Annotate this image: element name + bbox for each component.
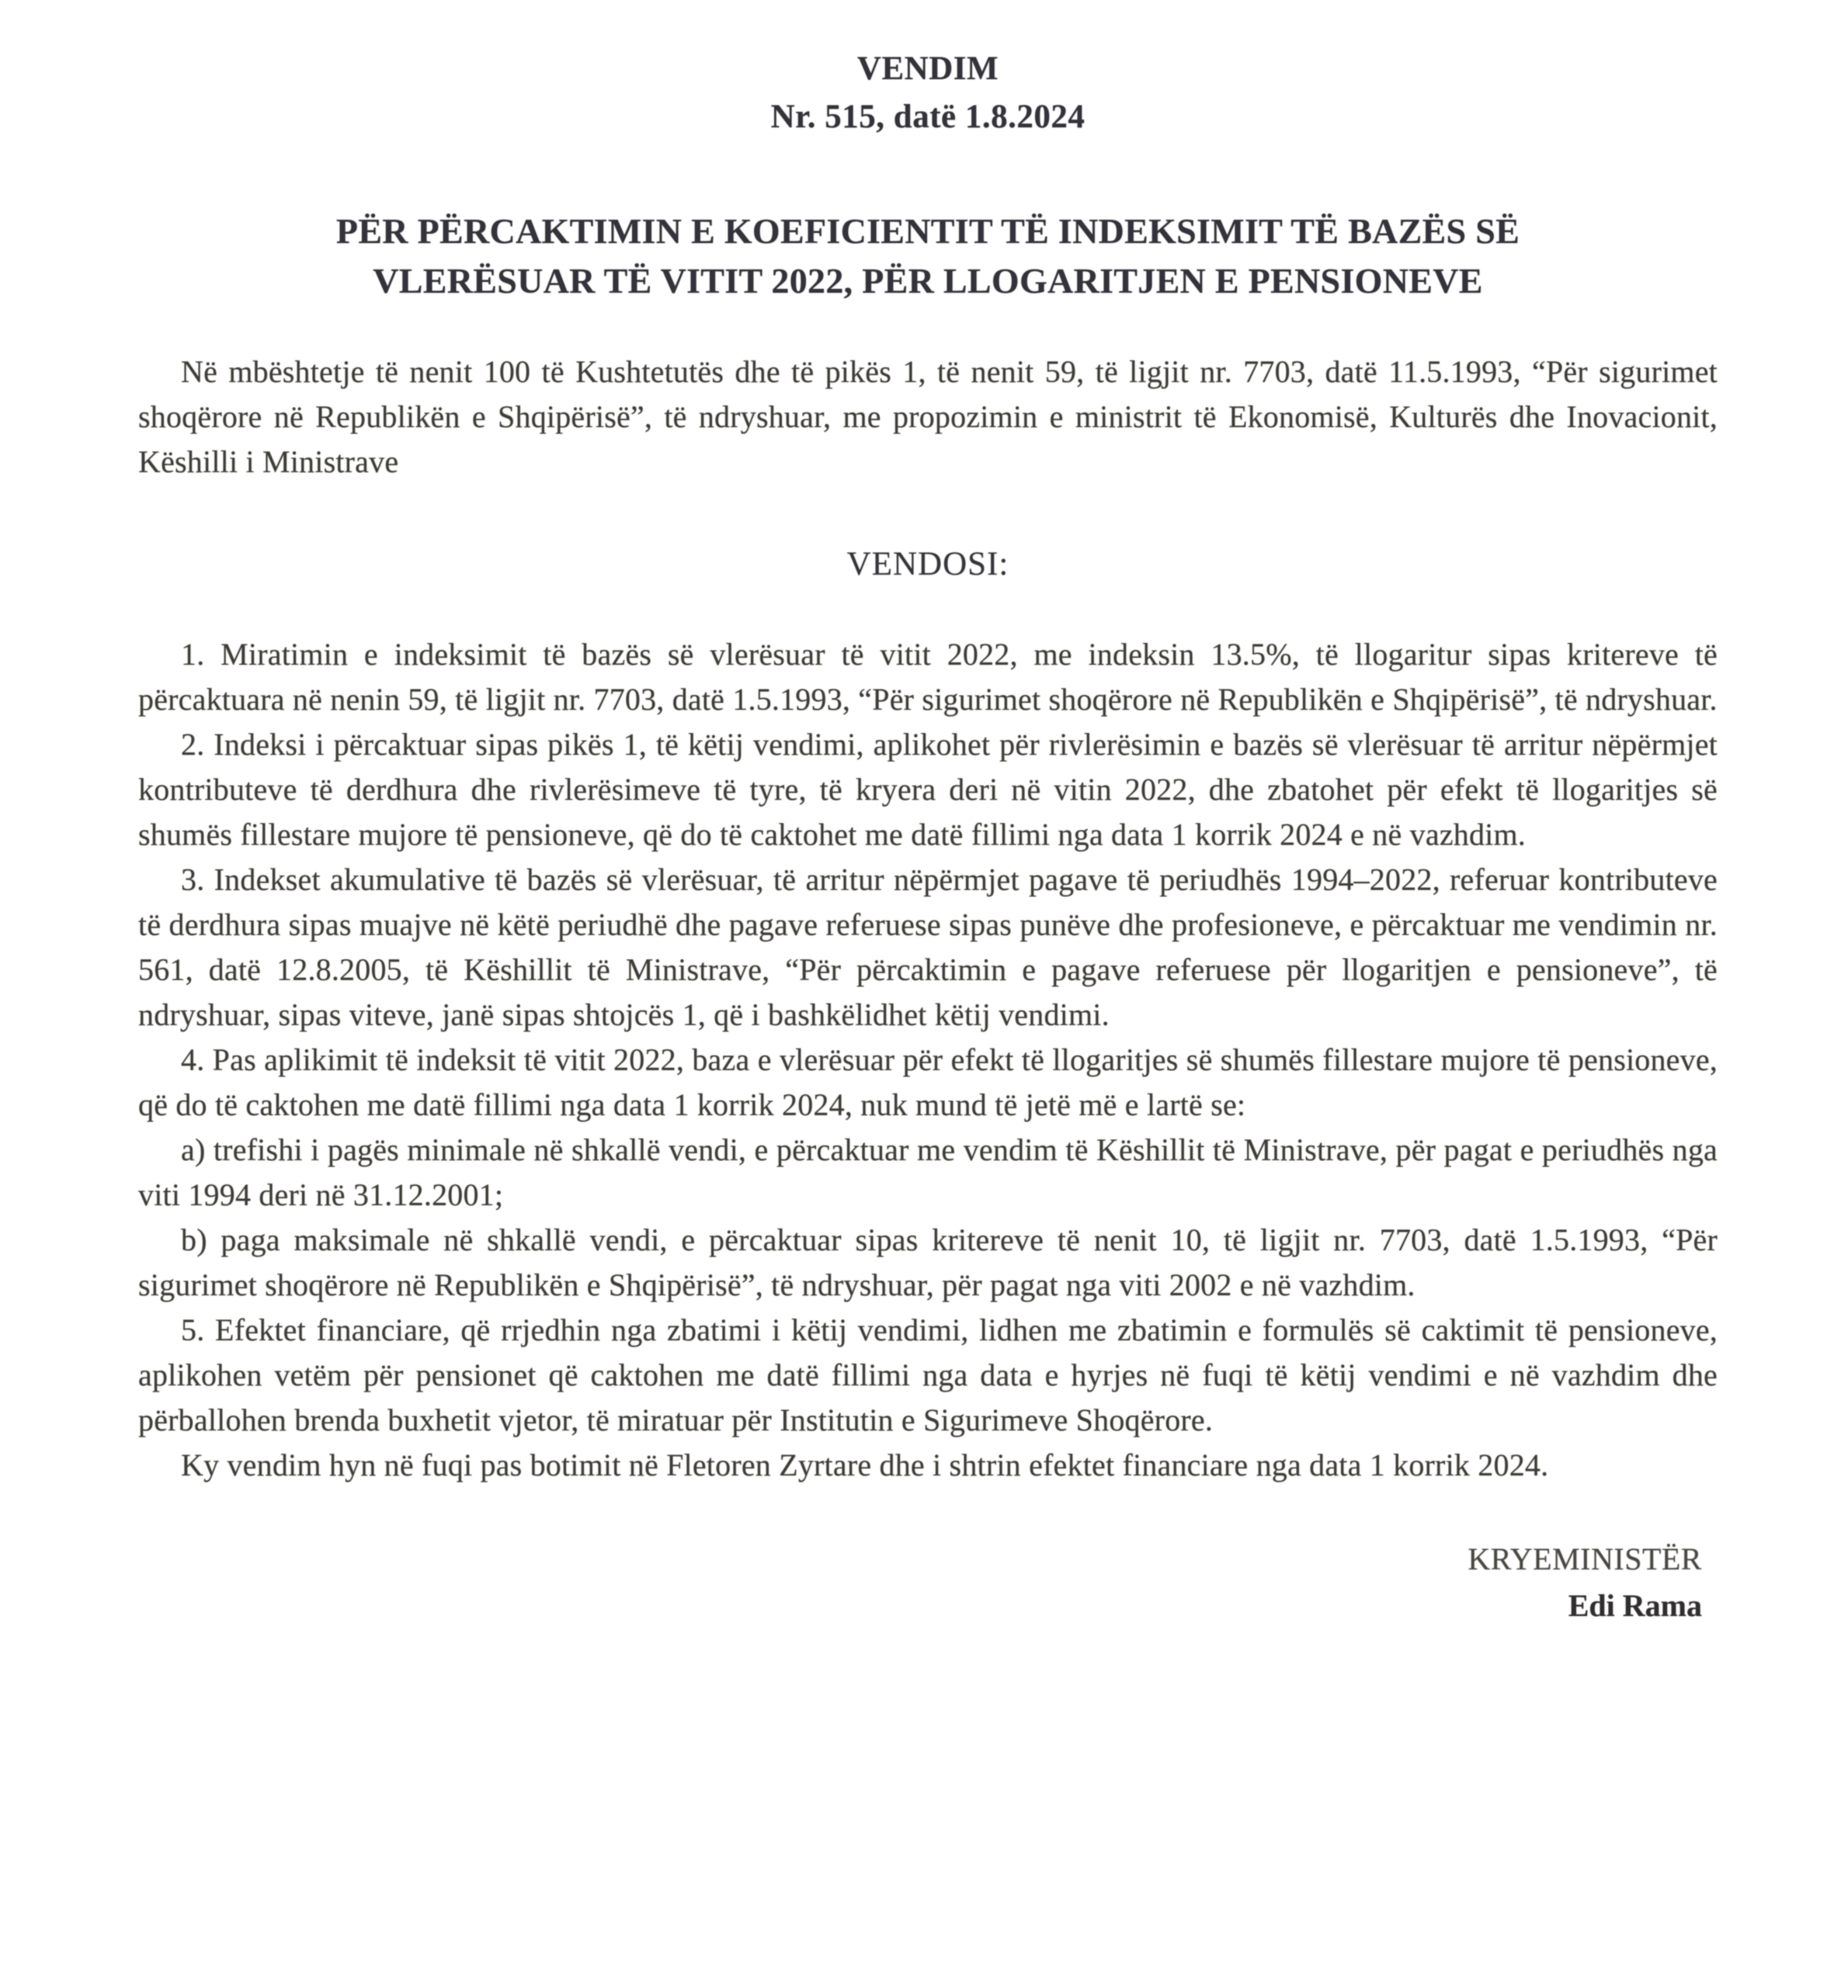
decision-point-2: 2. Indeksi i përcaktuar sipas pikës 1, të këtij vendimi, aplikohet për rivlerësimin e bazës së vlerësuar të arritur nëpërmjet kontributeve të derdhura dhe rivlerësimeve të tyre, të kryera deri në vitin 2022, dhe zbatohet për efekt të llogaritjes së shumës fillestare mujore të pensioneve, që do të caktohet me datë fillimi nga data 1 korrik 2024 e në vazhdim. <box>138 727 1718 852</box>
decision-points <box>138 632 1718 1488</box>
decision-point-5: 5. Efektet financiare, që rrjedhin nga zbatimi i këtij vendimi, lidhen me zbatimin e formulës së caktimit të pensioneve, aplikohen vetëm për pensionet që caktohen me datë fillimi nga data e hyrjes në fuqi të këtij vendimi e në vazhdim dhe përballohen brenda buxhetit vjetor, të miratuar për Institutin e Sigurimeve Shoqërore. <box>138 1312 1718 1437</box>
decision-word: VENDOSI: <box>846 546 1009 582</box>
signature-role: KRYEMINISTËR <box>1468 1541 1702 1576</box>
document-title-line-2: VLERËSUAR TË VITIT 2022, PËR LLOGARITJEN E PENSIONEVE <box>373 261 1483 301</box>
document-heading <box>138 45 1718 141</box>
preamble-paragraph: Në mbështetje të nenit 100 të Kushtetutës dhe të pikës 1, të nenit 59, të ligjit nr. 7703, datë 11.5.1993, “Për sigurimet shoqërore në Republikën e Shqipërisë”, të ndryshuar, me propozimin e ministrit të Ekonomisë, Kulturës dhe Inovacionit, Këshilli i Ministrave <box>138 354 1718 479</box>
decision-point-1: 1. Miratimin e indeksimit të bazës së vlerësuar të vitit 2022, me indeksin 13.5%, të llogaritur sipas kritereve të përcaktuara në nenin 59, të ligjit nr. 7703, datë 1.5.1993, “Për sigurimet shoqërore në Republikën e Shqipërisë”, të ndryshuar. <box>138 637 1718 717</box>
signature-block <box>138 1536 1718 1629</box>
decision-point-4: 4. Pas aplikimit të indeksit të vitit 2022, baza e vlerësuar për efekt të llogaritjes së shumës fillestare mujore të pensioneve, që do të caktohen me datë fillimi nga data 1 korrik 2024, nuk mund të jetë më e lartë se: <box>138 1042 1718 1122</box>
document-title <box>138 207 1718 306</box>
signature-name: Edi Rama <box>1568 1588 1702 1623</box>
document-title-line-1: PËR PËRCAKTIMIN E KOEFICIENTIT TË INDEKSIMIT TË BAZËS SË <box>335 211 1520 251</box>
decision-point-3: 3. Indekset akumulative të bazës së vlerësuar, të arritur nëpërmjet pagave të periudhës 1994–2022, referuar kontributeve të derdhura sipas muajve në këtë periudhë dhe pagave referuese sipas punëve dhe profesioneve, e përcaktuar me vendimin nr. 561, datë 12.8.2005, të Këshillit të Ministrave, “Për përcaktimin e pagave referuese për llogaritjen e pensioneve”, të ndryshuar, sipas viteve, janë sipas shtojcës 1, që i bashkëlidhet këtij vendimi. <box>138 862 1718 1032</box>
document-number-date: Nr. 515, datë 1.8.2024 <box>770 99 1086 135</box>
decision-point-4a: a) trefishi i pagës minimale në shkallë vendi, e përcaktuar me vendim të Këshillit të Ministrave, për pagat e periudhës nga viti 1994 deri në 31.12.2001; <box>138 1132 1718 1212</box>
closing-paragraph: Ky vendim hyn në fuqi pas botimit në Fletoren Zyrtare dhe i shtrin efektet financiare nga data 1 korrik 2024. <box>181 1448 1549 1482</box>
decision-point-4b: b) paga maksimale në shkallë vendi, e përcaktuar sipas kritereve të nenit 10, të ligjit nr. 7703, datë 1.5.1993, “Për sigurimet shoqërore në Republikën e Shqipërisë”, të ndryshuar, për pagat nga viti 2002 e në vazhdim. <box>138 1222 1718 1302</box>
document-kind: VENDIM <box>856 50 999 87</box>
